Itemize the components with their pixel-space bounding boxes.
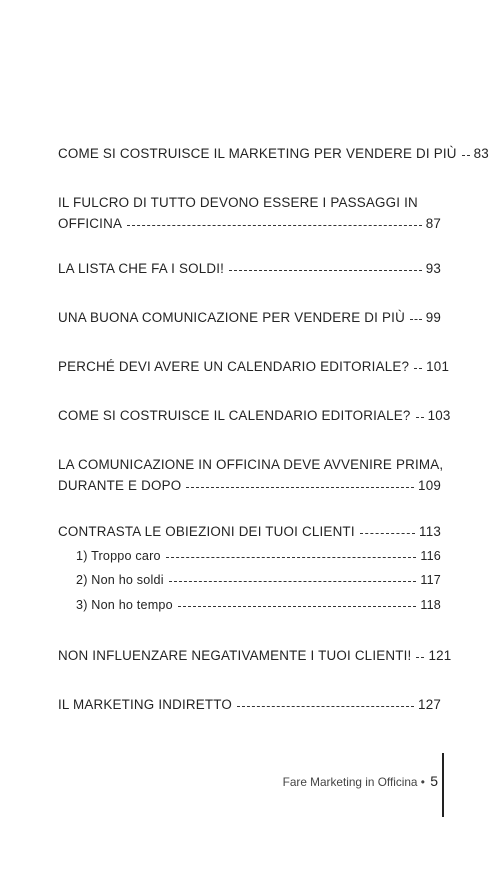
dot-leader <box>178 606 417 607</box>
dot-leader <box>166 557 417 558</box>
footer-book-title: Fare Marketing in Officina <box>282 775 418 789</box>
toc-entry <box>58 645 452 666</box>
toc-entry-page: 109 <box>418 478 441 493</box>
toc-entry-page: 83 <box>473 146 489 161</box>
toc-entry-page: 116 <box>420 549 441 563</box>
toc-entry-title: 1) Troppo caro <box>76 549 161 563</box>
toc-entry-page: 99 <box>425 310 441 325</box>
page-footer <box>283 773 438 789</box>
toc-entry <box>58 258 441 279</box>
toc-entry <box>58 694 441 715</box>
toc-entry-page: 113 <box>419 524 441 539</box>
dot-leader <box>127 225 422 226</box>
toc-entry-page: 121 <box>428 648 452 663</box>
toc-entry-title: LA LISTA CHE FA I SOLDI! <box>58 261 225 276</box>
toc-entry <box>58 454 444 496</box>
footer-separator: • <box>420 775 425 789</box>
toc-entry-title: CONTRASTA LE OBIEZIONI DEI TUOI CLIENTI <box>58 524 355 539</box>
toc-entry <box>58 521 441 542</box>
toc-entry-title: 2) Non ho soldi <box>76 573 164 587</box>
dot-leader <box>410 319 422 320</box>
toc-entry-title: COME SI COSTRUISCE IL MARKETING PER VENDERE DI PIÙ <box>58 146 457 161</box>
dot-leader <box>462 155 470 156</box>
toc-entry <box>58 405 451 426</box>
dot-leader <box>360 533 415 534</box>
toc-entry <box>58 307 441 328</box>
dot-leader <box>414 368 422 369</box>
toc-entry <box>58 192 441 234</box>
toc-entry-title: COME SI COSTRUISCE IL CALENDARIO EDITORIALE? <box>58 408 411 423</box>
toc-entry-title: 3) Non ho tempo <box>76 598 173 612</box>
toc-entry-page: 101 <box>426 359 450 374</box>
toc-entry-page: 127 <box>418 697 441 712</box>
toc-entry-page: 103 <box>427 408 451 423</box>
toc-subentry <box>76 546 441 567</box>
dot-leader <box>186 487 414 488</box>
toc-entry-title-line1: LA COMUNICAZIONE IN OFFICINA DEVE AVVENIRE PRIMA, <box>58 457 444 472</box>
toc-entry-title-line2: DURANTE E DOPO <box>58 478 182 493</box>
toc-entry-title: PERCHÉ DEVI AVERE UN CALENDARIO EDITORIALE? <box>58 359 410 374</box>
toc-entry-page: 87 <box>425 216 441 231</box>
toc-entry-page: 117 <box>420 573 441 587</box>
dot-leader <box>416 417 424 418</box>
dot-leader <box>237 706 414 707</box>
toc-entry-title-line1: IL FULCRO DI TUTTO DEVONO ESSERE I PASSAGGI IN <box>58 195 418 210</box>
toc-entry <box>58 356 450 377</box>
toc-entry <box>58 143 489 164</box>
toc-entry-page: 93 <box>425 261 441 276</box>
dot-leader <box>169 581 417 582</box>
toc-entry-title-line2: OFFICINA <box>58 216 123 231</box>
toc-subentry <box>76 595 441 616</box>
toc-entry-title: IL MARKETING INDIRETTO <box>58 697 233 712</box>
toc-entry-title: NON INFLUENZARE NEGATIVAMENTE I TUOI CLIENTI! <box>58 648 412 663</box>
dot-leader <box>229 270 422 271</box>
footer-vertical-rule <box>442 753 444 817</box>
footer-page-number: 5 <box>430 773 438 789</box>
dot-leader <box>416 657 424 658</box>
toc-subentry <box>76 570 441 591</box>
toc-entry-title: UNA BUONA COMUNICAZIONE PER VENDERE DI PIÙ <box>58 310 405 325</box>
toc-entry-page: 118 <box>420 598 441 612</box>
